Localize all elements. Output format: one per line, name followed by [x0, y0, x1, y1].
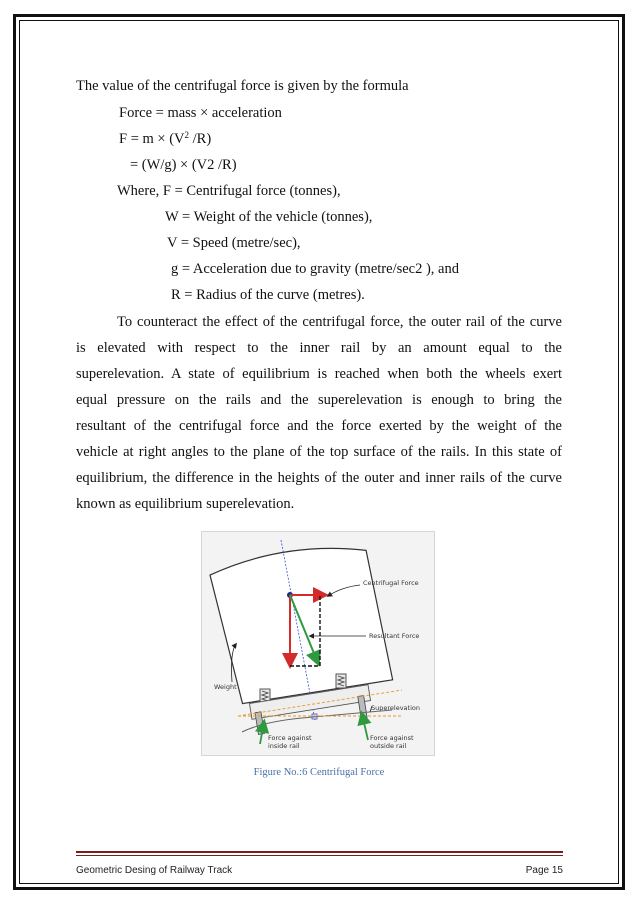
centrifugal-force-figure	[201, 531, 435, 756]
paragraph-line: resultant of the centrifugal force and the force exerted by the weight of the	[76, 418, 562, 434]
inside-rail-label-1: Force against	[268, 734, 312, 742]
where-line-4: g = Acceleration due to gravity (metre/sec2 ), and	[171, 261, 459, 277]
footer-rule-thick	[76, 851, 563, 853]
paragraph-line: equilibrium, the difference in the heights of the outer and inner rails of the curve	[76, 470, 562, 486]
centrifugal-force-label: Centrifugal Force	[363, 579, 419, 587]
page-number: Page 15	[525, 865, 563, 876]
footer-title: Geometric Desing of Railway Track	[76, 865, 233, 876]
footer-rule-thin	[76, 855, 563, 856]
resultant-force-label: Resultant Force	[369, 632, 420, 640]
outside-rail-label-1: Force against	[370, 734, 414, 742]
where-line-5: R = Radius of the curve (metres).	[171, 287, 365, 303]
figure-diagram	[202, 532, 436, 757]
formula-line-3: = (W/g) × (V2 /R)	[130, 157, 237, 173]
outside-rail-label-2: outside rail	[370, 742, 407, 750]
weight-label: Weight	[214, 683, 237, 691]
formula-line-2: $F = m \times (V^2$ /R)	[119, 130, 212, 147]
where-line-3: V = Speed (metre/sec),	[167, 235, 301, 251]
formula-intro: The value of the centrifugal force is given by the formula	[76, 78, 409, 94]
figure-caption: Figure No.:6 Centrifugal Force	[253, 767, 385, 778]
paragraph-line: To counteract the effect of the centrifugal force, the outer rail of the curve	[117, 314, 562, 330]
formula-line-1: Force = mass × acceleration	[119, 105, 282, 121]
paragraph-line: superelevation. A state of equilibrium is reached when both the wheels exert	[76, 366, 562, 382]
paragraph-line: vehicle at right angles to the plane of the top surface of the rails. In this state of	[76, 444, 562, 460]
paragraph-line: equal pressure on the rails and the superelevation is enough to bring the	[76, 392, 562, 408]
paragraph-line: is elevated with respect to the inner rail by an amount equal to the	[76, 340, 562, 356]
paragraph-line: known as equilibrium superelevation.	[76, 496, 295, 512]
where-line-2: W = Weight of the vehicle (tonnes),	[165, 209, 373, 225]
where-line-1: Where, F = Centrifugal force (tonnes),	[117, 183, 341, 199]
superelevation-label: Superelevation	[371, 704, 420, 712]
inside-rail-label-2: inside rail	[268, 742, 300, 750]
